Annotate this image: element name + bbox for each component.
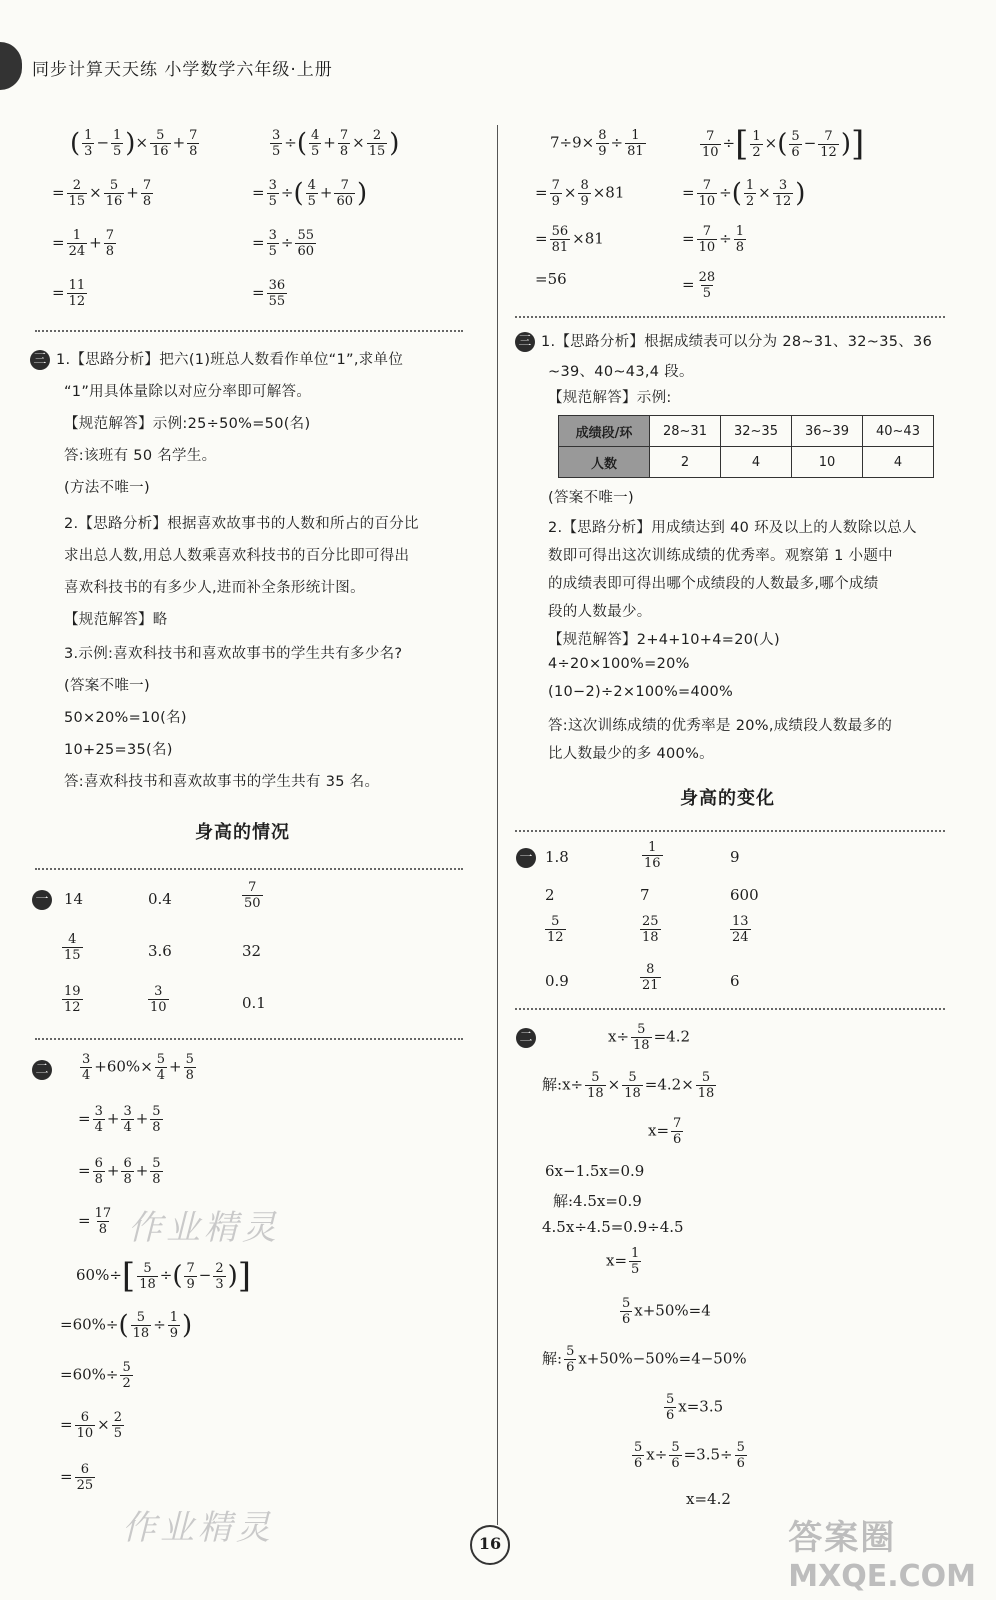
right-part1-d: 7 bbox=[640, 886, 650, 904]
table-row bbox=[559, 416, 934, 447]
divider bbox=[515, 830, 945, 832]
table-cell: 32~35 bbox=[721, 416, 792, 447]
section-title-right: 身高的变化 bbox=[680, 788, 775, 809]
table-cell: 36~39 bbox=[792, 416, 863, 447]
table-header: 人数 bbox=[559, 447, 650, 478]
calc-left-1-s2: = $\frac{1}{24}$ + $\frac{7}{8}$ bbox=[52, 228, 114, 259]
left-part2-eq2-ans: = $\frac{6}{25}$ bbox=[60, 1462, 94, 1493]
header-title: 同步计算天天练 小学数学六年级·上册 bbox=[32, 60, 333, 80]
left-part1-r1c: $\frac{7}{50}$ bbox=[244, 880, 261, 911]
left-part2-eq1: $\frac{3}{4}$ +60%× $\frac{5}{4}$ + $\frac{5}{8}$ bbox=[82, 1052, 194, 1083]
site-watermark bbox=[788, 1510, 976, 1594]
table-row bbox=[559, 447, 934, 478]
right-part1-frac1: $\frac{1}{16}$ bbox=[644, 840, 661, 871]
section-badge: 三 bbox=[30, 350, 50, 370]
watermark-zuoye: 作业精灵 bbox=[122, 1508, 274, 1548]
divider bbox=[35, 868, 463, 870]
watermark-zuoye: 作业精灵 bbox=[128, 1208, 280, 1248]
right-eq3-s2: $\frac{5}{6}$ x=3.5 bbox=[666, 1392, 724, 1423]
divider bbox=[35, 330, 463, 332]
right-eq3-s3: $\frac{5}{6}$ x÷ $\frac{5}{6}$ =3.5÷ $\frac{5}{6}$ bbox=[634, 1440, 745, 1471]
left-q3-step2: 10+25=35(名) bbox=[64, 742, 173, 758]
right-eq3-ans: x=4.2 bbox=[686, 1490, 731, 1508]
left-part2-eq2-s1: =60%÷( $\frac{5}{18}$ ÷ $\frac{1}{9}$ ) bbox=[60, 1310, 193, 1341]
right-q2-answer: 答:这次训练成绩的优秀率是 20%,成绩段人数最多的 bbox=[548, 718, 893, 734]
right-eq1-ans: x= $\frac{7}{6}$ bbox=[648, 1116, 682, 1147]
right-q2-answer2: 比人数最少的多 400%。 bbox=[548, 746, 714, 762]
left-part1-r1b: 0.4 bbox=[148, 890, 172, 908]
score-table bbox=[558, 415, 934, 478]
right-part1-frac3: $\frac{25}{18}$ bbox=[642, 914, 659, 945]
calc-left-1-s1: = $\frac{2}{15}$ × $\frac{5}{16}$ + $\frac{7}{8}$ bbox=[52, 178, 152, 209]
left-q3-step1: 50×20%=10(名) bbox=[64, 710, 187, 726]
calc-right-2: $\frac{7}{10}$ ÷[ $\frac{1}{2}$ ×( $\frac{5}{6}$ − $\frac{7}{12}$ )] bbox=[702, 124, 865, 164]
right-q2-analysis4: 段的人数最少。 bbox=[548, 604, 652, 620]
left-part1-r1a: 14 bbox=[64, 890, 84, 908]
right-part1-g: 6 bbox=[730, 972, 740, 990]
left-part1-r3c: 0.1 bbox=[242, 994, 266, 1012]
divider bbox=[515, 1008, 945, 1010]
right-eq1-s1: 解:x÷ $\frac{5}{18}$ × $\frac{5}{18}$ =4.2× $\frac{5}{18}$ bbox=[542, 1070, 715, 1101]
left-q2-analysis3: 喜欢科技书的有多少人,进而补全条形统计图。 bbox=[64, 580, 365, 596]
right-eq2a: 6x−1.5x=0.9 bbox=[545, 1162, 645, 1180]
right-q1-analysis2: ~39、40~43,4 段。 bbox=[548, 364, 694, 380]
left-part1-r2c: 32 bbox=[242, 942, 262, 960]
left-part1-r2a: $\frac{4}{15}$ bbox=[64, 932, 81, 963]
right-part1-b: 9 bbox=[730, 848, 740, 866]
left-q3-answer: 答:喜欢科技书和喜欢故事书的学生共有 35 名。 bbox=[64, 774, 380, 790]
right-part1-c: 2 bbox=[545, 886, 555, 904]
table-cell: 40~43 bbox=[863, 416, 934, 447]
page-number: 16 bbox=[470, 1525, 510, 1565]
left-part1-r2b: 3.6 bbox=[148, 942, 172, 960]
left-part2-eq2-s3: = $\frac{6}{10}$ × $\frac{2}{5}$ bbox=[60, 1410, 122, 1441]
right-part1-f: 0.9 bbox=[545, 972, 569, 990]
right-part1-e: 600 bbox=[730, 886, 759, 904]
calc-right-2-ans: = $\frac{28}{5}$ bbox=[682, 270, 716, 301]
left-q3-question: 3.示例:喜欢科技书和喜欢故事书的学生共有多少名? bbox=[64, 646, 403, 662]
calc-left-1: ( $\frac{1}{3}$ − $\frac{1}{5}$ )× $\frac{5}{16}$ + $\frac{7}{8}$ bbox=[70, 128, 198, 159]
left-q3-note: (答案不唯一) bbox=[64, 678, 150, 694]
left-q2-analysis2: 求出总人数,用总人数乘喜欢科技书的百分比即可得出 bbox=[64, 548, 410, 564]
calc-left-1-ans: = $\frac{11}{12}$ bbox=[52, 278, 86, 309]
calc-right-2-s1: = $\frac{7}{10}$ ÷( $\frac{1}{2}$ × $\frac{3}{12}$ ) bbox=[682, 178, 806, 209]
left-part2-badge: 二 bbox=[32, 1060, 58, 1080]
right-eq3-s1: 解: $\frac{5}{6}$ x+50%−50%=4−50% bbox=[542, 1344, 747, 1375]
left-part2-eq2: 60%÷[ $\frac{5}{18}$ ÷( $\frac{7}{9}$ − $\frac{2}{3}$ )] bbox=[76, 1256, 252, 1296]
right-q1-note: (答案不唯一) bbox=[548, 490, 634, 506]
right-q2-analysis3: 的成绩表即可得出哪个成绩段的人数最多,哪个成绩 bbox=[548, 576, 879, 592]
left-q1-note: (方法不唯一) bbox=[64, 480, 150, 496]
column-divider bbox=[497, 125, 498, 1525]
right-eq2c: 4.5x÷4.5=0.9÷4.5 bbox=[542, 1218, 684, 1236]
site-watermark-text: 答案圈 bbox=[788, 1518, 897, 1558]
left-q1-analysis: 三 1.【思路分析】把六(1)班总人数看作单位“1”,求单位 bbox=[30, 348, 403, 370]
calc-left-2-s2: = $\frac{3}{5}$ ÷ $\frac{55}{60}$ bbox=[252, 228, 314, 259]
section-badge: 三 bbox=[515, 332, 535, 352]
right-q2-step1: 4÷20×100%=20% bbox=[548, 656, 690, 672]
calc-right-1-ans: =56 bbox=[535, 270, 567, 288]
calc-right-1-s1: = $\frac{7}{9}$ × $\frac{8}{9}$ ×81 bbox=[535, 178, 625, 209]
header-logo bbox=[0, 42, 22, 90]
site-watermark-url: MXQE.COM bbox=[788, 1559, 976, 1594]
left-q1-solution: 【规范解答】示例:25÷50%=50(名) bbox=[64, 416, 311, 432]
left-q2-analysis: 2.【思路分析】根据喜欢故事书的人数和所占的百分比 bbox=[64, 516, 419, 532]
right-part1-frac5: $\frac{8}{21}$ bbox=[642, 962, 659, 993]
section-title-left: 身高的情况 bbox=[195, 822, 290, 843]
table-cell: 2 bbox=[650, 447, 721, 478]
table-cell: 4 bbox=[863, 447, 934, 478]
table-cell: 4 bbox=[721, 447, 792, 478]
calc-left-2-ans: = $\frac{36}{55}$ bbox=[252, 278, 286, 309]
right-q2-solution: 【规范解答】2+4+10+4=20(人) bbox=[548, 632, 780, 648]
left-part1-badge: 一 bbox=[32, 890, 58, 910]
left-q1-answer: 答:该班有 50 名学生。 bbox=[64, 448, 217, 464]
table-cell: 28~31 bbox=[650, 416, 721, 447]
right-part1-frac2: $\frac{5}{12}$ bbox=[547, 914, 564, 945]
left-part1-r3a: $\frac{19}{12}$ bbox=[64, 984, 81, 1015]
left-part2-eq1-s2: = $\frac{6}{8}$ + $\frac{6}{8}$ + $\frac{5}{8}$ bbox=[78, 1156, 161, 1187]
calc-left-2-s1: = $\frac{3}{5}$ ÷( $\frac{4}{5}$ + $\frac{7}{60}$ ) bbox=[252, 178, 368, 209]
calc-left-2: $\frac{3}{5}$ ÷( $\frac{4}{5}$ + $\frac{7}{8}$ × $\frac{2}{15}$ ) bbox=[272, 128, 400, 159]
right-q2-analysis: 2.【思路分析】用成绩达到 40 环及以上的人数除以总人 bbox=[548, 520, 917, 536]
right-eq2b: 解:4.5x=0.9 bbox=[553, 1192, 642, 1210]
calc-right-1: 7÷9× $\frac{8}{9}$ ÷ $\frac{1}{81}$ bbox=[550, 128, 644, 159]
divider bbox=[515, 316, 945, 318]
right-eq1: x÷ $\frac{5}{18}$ =4.2 bbox=[608, 1022, 691, 1053]
right-part1-frac4: $\frac{13}{24}$ bbox=[732, 914, 749, 945]
right-eq3: $\frac{5}{6}$ x+50%=4 bbox=[622, 1296, 711, 1327]
left-part1-r3b: $\frac{3}{10}$ bbox=[150, 984, 167, 1015]
left-part2-eq1-s1: = $\frac{3}{4}$ + $\frac{3}{4}$ + $\frac{5}{8}$ bbox=[78, 1104, 161, 1135]
table-header: 成绩段/环 bbox=[559, 416, 650, 447]
right-q1-solution: 【规范解答】示例: bbox=[548, 390, 672, 406]
right-part1-a: 1.8 bbox=[545, 848, 569, 866]
right-part1-badge: 一 bbox=[516, 848, 542, 868]
left-q2-solution: 【规范解答】略 bbox=[64, 612, 168, 628]
left-part2-eq2-s2: =60%÷ $\frac{5}{2}$ bbox=[60, 1360, 131, 1391]
calc-right-1-s2: = $\frac{56}{81}$ ×81 bbox=[535, 224, 604, 255]
calc-right-2-s2: = $\frac{7}{10}$ ÷ $\frac{1}{8}$ bbox=[682, 224, 744, 255]
left-part2-eq1-ans: = $\frac{17}{8}$ bbox=[78, 1206, 112, 1237]
right-q1-analysis: 三 1.【思路分析】根据成绩表可以分为 28~31、32~35、36 bbox=[515, 330, 932, 352]
left-q1-analysis2: “1”用具体量除以对应分率即可解答。 bbox=[64, 384, 312, 400]
right-part2-badge: 二 bbox=[516, 1028, 542, 1048]
table-cell: 10 bbox=[792, 447, 863, 478]
right-q2-step2: (10−2)÷2×100%=400% bbox=[548, 684, 734, 700]
right-q2-analysis2: 数即可得出这次训练成绩的优秀率。观察第 1 小题中 bbox=[548, 548, 893, 564]
divider bbox=[35, 1038, 463, 1040]
right-eq2-ans: x= $\frac{1}{5}$ bbox=[606, 1246, 640, 1277]
